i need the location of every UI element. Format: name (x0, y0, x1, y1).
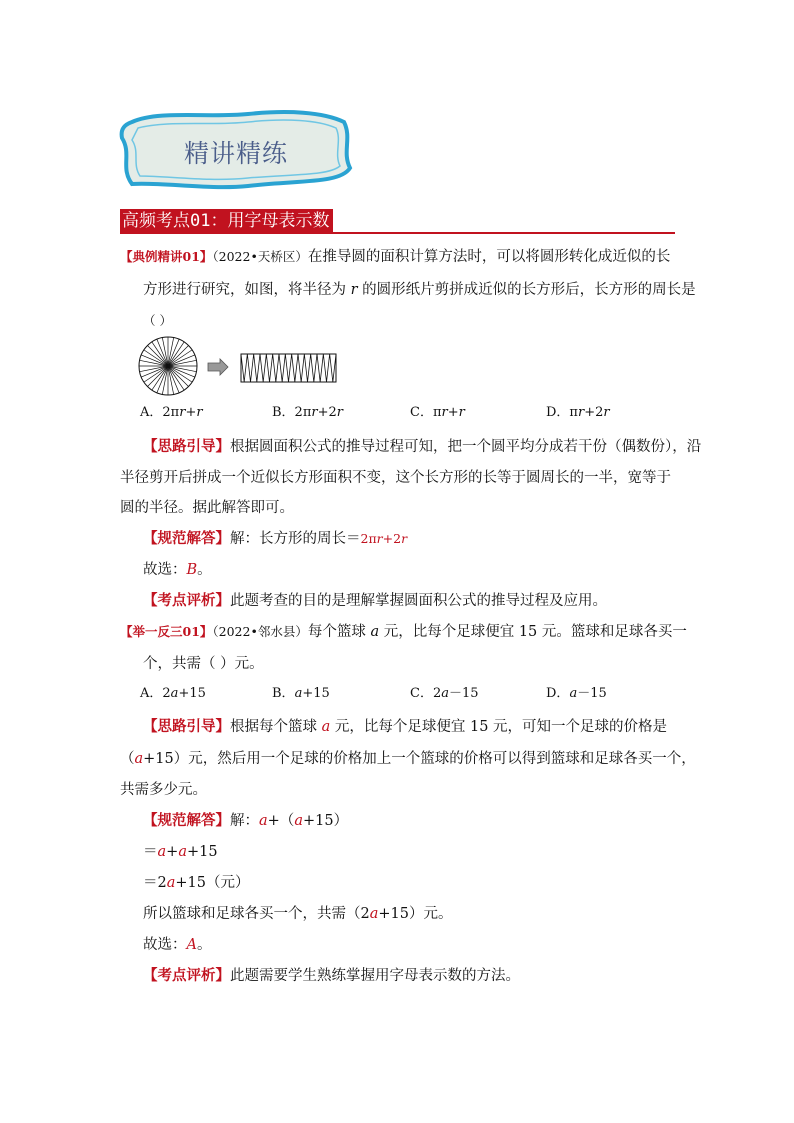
topic-underline (120, 232, 675, 234)
q2-step-3b: +15（元） (175, 875, 250, 891)
q2-conclusion-var-a: a (369, 906, 379, 922)
q2-answer-1c: +15） (302, 813, 349, 829)
page-title: 精讲精练 (184, 139, 289, 168)
q2-option-c-pre: C．2 (410, 686, 442, 701)
q1-option-d-v1: r (577, 405, 585, 420)
circle-to-rectangle-figure (138, 335, 342, 397)
q1-option-a-v2: r (196, 405, 203, 420)
sliced-circle-icon (139, 337, 197, 395)
q1-option-b-v1: r (311, 405, 318, 420)
q2-text-1a: 每个篮球 (307, 624, 371, 640)
q2-hint-line-1 (143, 717, 667, 737)
q2-option-d[interactable] (546, 685, 607, 703)
q2-option-b-pre: B． (272, 686, 295, 701)
q1-hint-3: 圆的半径。据此解答即可。 (120, 500, 294, 516)
q2-hint-1b: 元，比每个足球便宜 15 元，可知一个足球的价格是 (330, 719, 668, 735)
q2-answer-var-a: a (259, 813, 268, 829)
arrow-icon (208, 359, 228, 375)
q1-analysis-tag: 【考点评析】 (143, 592, 230, 609)
q2-step-2a: ＝ (143, 844, 158, 860)
q1-option-a-v1: r (179, 405, 186, 420)
q2-tag: 【举一反三01】 (120, 624, 213, 639)
q1-line-1 (120, 247, 670, 267)
q1-text-1: 在推导圆的面积计算方法时，可以将圆形转化成近似的长 (307, 249, 671, 265)
q2-conclusion-a: 所以篮球和足球各买一个，共需（2 (143, 906, 370, 922)
q1-option-c-letter: C．π (410, 405, 442, 420)
q1-line-2 (143, 280, 696, 300)
q2-hint-line-2 (120, 749, 696, 769)
q2-option-a[interactable] (140, 685, 206, 703)
q2-analysis-line (143, 966, 520, 986)
q2-option-c[interactable] (410, 685, 479, 703)
q2-step-2c: +15 (186, 844, 218, 860)
topic-heading: 高频考点01：用字母表示数 (120, 209, 333, 233)
q1-source: （2022•天桥区） (212, 249, 308, 264)
q1-analysis: 此题考查的目的是理解掌握圆面积公式的推导过程及应用。 (230, 593, 607, 609)
q2-step-2b: + (166, 844, 179, 860)
q2-hint-tag: 【思路引导】 (143, 718, 230, 735)
q1-answer-plus: +2 (382, 531, 402, 546)
zigzag-rectangle-icon (241, 354, 336, 382)
q2-answer-tag: 【规范解答】 (143, 812, 230, 829)
q1-choice: B (186, 562, 198, 578)
q2-step-3-var-a: a (166, 875, 176, 891)
q1-option-c-v1: r (441, 405, 448, 420)
q2-text-1b: 元，比每个足球便宜 15 元。篮球和足球各买一 (379, 624, 687, 640)
q1-tag: 【典例精讲01】 (120, 249, 213, 264)
q1-hint-1: 根据圆面积公式的推导过程可知，把一个圆平均分成若干份（偶数份），沿 (230, 439, 702, 455)
q2-hint-2a: （ (120, 751, 135, 767)
q2-option-a-pre: A．2 (140, 686, 171, 701)
q2-choice-end: 。 (196, 937, 212, 953)
q2-line-1 (120, 622, 687, 642)
q2-step-2 (143, 842, 218, 862)
q1-option-b[interactable] (272, 404, 343, 422)
q1-text-2a: 方形进行研究，如图，将半径为 (143, 282, 351, 298)
q2-line-2: 个，共需（ ）元。 (143, 656, 264, 672)
q1-answer-r1: r (376, 531, 383, 546)
q2-choice-label: 故选： (143, 937, 187, 953)
q1-option-b-v2: r (336, 405, 343, 420)
q1-hint-line-1 (143, 437, 701, 457)
q2-analysis-tag: 【考点评析】 (143, 967, 230, 984)
q2-hint-2b: +15）元，然后用一个足球的价格加上一个篮球的价格可以得到篮球和足球各买一个， (143, 751, 696, 767)
q2-option-d-pre: D． (546, 686, 570, 701)
q1-option-a[interactable] (140, 404, 203, 422)
q2-hint-var-a-2: a (134, 751, 144, 767)
q1-hint-2: 半径剪开后拼成一个近似长方形面积不变，这个长方形的长等于圆周长的一半，宽等于 (120, 470, 671, 486)
q1-option-b-rest: +2 (317, 405, 337, 420)
q1-answer-tag: 【规范解答】 (143, 530, 230, 547)
q1-option-d-rest: +2 (584, 405, 604, 420)
q2-answer-line (143, 811, 348, 831)
q1-text-2b: 的圆形纸片剪拼成近似的长方形后，长方形的周长是 (357, 282, 696, 298)
q1-answer-formula: 2π (360, 531, 377, 546)
q2-answer-1b: +（ (267, 813, 295, 829)
q2-conclusion (143, 904, 453, 924)
q1-option-b-letter: B．2π (272, 405, 312, 420)
q1-choice-line (143, 560, 212, 580)
q1-option-c-rest: + (447, 405, 459, 420)
q2-hint-var-a: a (321, 719, 331, 735)
q1-hint-tag: 【思路引导】 (143, 438, 230, 455)
q1-answer-line (143, 529, 407, 549)
q2-step-2-var-a: a (157, 844, 167, 860)
q1-option-c[interactable] (410, 404, 465, 422)
q2-option-d-v: a (569, 686, 578, 701)
q1-choice-end: 。 (197, 562, 212, 578)
q2-step-3 (143, 873, 250, 893)
q1-option-a-letter: A．2π (140, 405, 180, 420)
q2-step-3a: ＝2 (143, 875, 167, 891)
q2-option-c-v: a (441, 686, 449, 701)
q2-conclusion-b: +15）元。 (378, 906, 453, 922)
q2-option-b-post: +15 (302, 686, 330, 701)
q1-answer-text: 解：长方形的周长＝ (230, 531, 361, 547)
q2-option-b-v: a (294, 686, 303, 701)
q2-option-c-post: －15 (448, 686, 479, 701)
q2-answer-1a: 解： (230, 813, 259, 829)
q2-choice-line (143, 935, 211, 955)
q1-option-a-rest: + (185, 405, 197, 420)
q2-option-b[interactable] (272, 685, 330, 703)
q2-hint-3: 共需多少元。 (120, 782, 207, 798)
q1-choice-label: 故选： (143, 562, 187, 578)
q2-var-a: a (370, 624, 380, 640)
q1-analysis-line (143, 591, 607, 611)
q2-choice: A (186, 937, 197, 953)
q1-option-c-v2: r (458, 405, 465, 420)
q2-hint-1a: 根据每个篮球 (230, 719, 322, 735)
q2-option-a-post: +15 (178, 686, 206, 701)
q2-analysis: 此题需要学生熟练掌握用字母表示数的方法。 (230, 968, 520, 984)
q1-answer-r2: r (401, 531, 408, 546)
q2-answer-var-a-2: a (294, 813, 303, 829)
q2-step-2-var-a-2: a (178, 844, 187, 860)
q1-option-d-v2: r (603, 405, 610, 420)
q2-source: （2022•邻水县） (212, 624, 308, 639)
q1-option-d-letter: D．π (546, 405, 578, 420)
q1-option-d[interactable] (546, 404, 610, 422)
q2-option-d-post: －15 (577, 686, 607, 701)
q2-option-a-v: a (170, 686, 179, 701)
q1-blank: （ ） (143, 313, 172, 328)
q1-var-r: r (350, 282, 358, 298)
